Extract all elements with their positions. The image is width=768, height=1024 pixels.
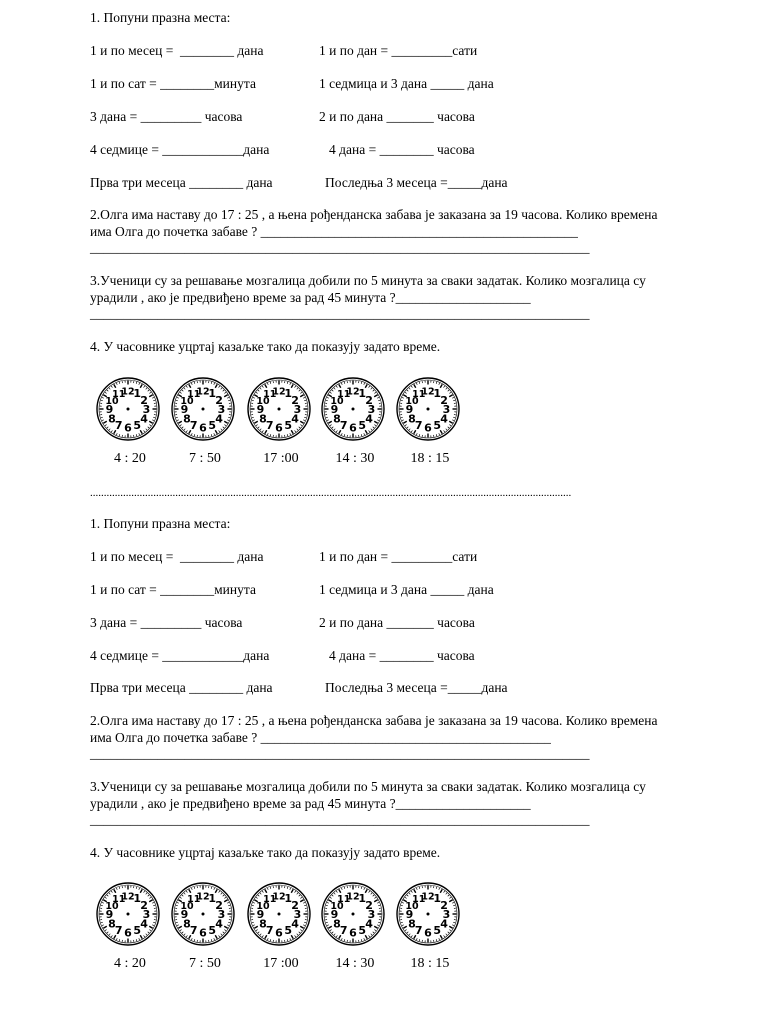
task2-line2: има Олга до почетка забаве ? _______________________________________________ xyxy=(90,224,578,239)
clock-time-label: 14 : 30 xyxy=(335,956,375,971)
task1-row5-left: Прва три месеца ________ дана xyxy=(90,175,273,190)
clock-numeral: 1 xyxy=(133,891,142,905)
clock-numeral: 10 xyxy=(180,395,194,407)
clock-numeral: 10 xyxy=(105,395,119,407)
clock-numeral: 10 xyxy=(256,900,270,912)
clock-numeral: 2 xyxy=(140,898,148,912)
clock-time-label: 4 : 20 xyxy=(114,451,146,466)
clock-numeral: 12 xyxy=(121,386,135,398)
task2-answer-line: __________________________________________________________________________ xyxy=(90,240,590,255)
task2-line1: 2.Олга има наставу до 17 : 25 , а њена рођенданска забава је заказана за 19 часова. Колико времена xyxy=(90,207,658,222)
clock-time-label: 7 : 50 xyxy=(189,451,221,466)
clock-numeral: 12 xyxy=(272,386,286,398)
clock-numeral: 2 xyxy=(215,393,223,407)
clock-numeral: 1 xyxy=(433,891,442,905)
clock-face xyxy=(319,878,387,950)
clock-numeral: 9 xyxy=(256,403,265,416)
clock-numeral: 6 xyxy=(275,421,283,435)
clock-numeral: 5 xyxy=(208,924,217,938)
task4-heading: 4. У часовнике уцртај казаљке тако да показују задато време. xyxy=(90,339,441,354)
clock-time-label: 17 :00 xyxy=(263,451,299,466)
clock-numeral: 4 xyxy=(365,917,373,931)
clock-numeral: 6 xyxy=(424,421,432,435)
clock-numeral: 7 xyxy=(114,419,123,433)
clock-numeral: 1 xyxy=(284,891,293,905)
task1-row3-left: 3 дана = _________ часова xyxy=(90,109,243,124)
clock-numeral: 4 xyxy=(365,412,373,426)
task3-line1: 3.Ученици су за решавање мозгалица добили по 5 минута за сваки задатак. Колико мозгалица су xyxy=(90,779,646,794)
clock-numeral: 3 xyxy=(293,908,302,921)
task1-row4-left: 4 седмице = ____________дана xyxy=(90,142,270,157)
clock-numeral: 1 xyxy=(284,386,293,400)
clock-numeral: 6 xyxy=(124,926,132,940)
clock-numeral: 3 xyxy=(217,908,226,921)
task1-row5-right: Последња 3 месеца =_____дана xyxy=(325,680,508,695)
clock-numeral: 12 xyxy=(272,891,286,903)
clock-numeral: 8 xyxy=(408,917,416,931)
task1-row2-right: 1 седмица и 3 дана _____ дана xyxy=(319,76,494,91)
task1-row1-right: 1 и по дан = _________сати xyxy=(319,43,478,58)
clock-numeral: 3 xyxy=(367,403,376,416)
clock-row xyxy=(94,373,474,447)
clock-numeral: 6 xyxy=(424,926,432,940)
clock-numeral: 9 xyxy=(330,908,339,921)
clock-numeral: 3 xyxy=(442,908,451,921)
clock-numeral: 11 xyxy=(337,388,351,400)
clock-numeral: 9 xyxy=(405,403,414,416)
clock-numeral: 6 xyxy=(124,421,132,435)
clock-numeral: 12 xyxy=(421,386,435,398)
clock-numeral: 5 xyxy=(284,419,293,433)
clock-numeral: 10 xyxy=(405,395,419,407)
task1-heading: 1. Попуни празна места: xyxy=(90,10,231,25)
clock-numeral: 1 xyxy=(208,891,217,905)
clock-numeral: 11 xyxy=(263,893,277,905)
clock-numeral: 5 xyxy=(358,419,367,433)
clock-numeral: 4 xyxy=(215,412,223,426)
clock-numeral: 2 xyxy=(365,393,373,407)
clock-time-label: 18 : 15 xyxy=(410,451,450,466)
clock-face xyxy=(319,373,387,445)
clock-numeral: 11 xyxy=(112,893,126,905)
clock-face xyxy=(394,878,462,950)
clock-numeral: 11 xyxy=(412,388,426,400)
clock-numeral: 5 xyxy=(133,924,142,938)
task1-row5-right: Последња 3 месеца =_____дана xyxy=(325,175,508,190)
clock-numeral: 4 xyxy=(291,412,299,426)
clock-numeral: 10 xyxy=(330,395,344,407)
clock-numeral: 9 xyxy=(256,908,265,921)
task3-line1: 3.Ученици су за решавање мозгалица добили по 5 минута за сваки задатак. Колико мозгалица су xyxy=(90,273,646,288)
clock-numeral: 12 xyxy=(196,891,210,903)
clock-numeral: 2 xyxy=(365,898,373,912)
clock-numeral: 4 xyxy=(440,917,448,931)
clock-face xyxy=(169,878,237,950)
clock-numeral: 11 xyxy=(337,893,351,905)
clock-numeral: 3 xyxy=(217,403,226,416)
clock-numeral: 5 xyxy=(284,924,293,938)
clock-numeral: 11 xyxy=(412,893,426,905)
task2-answer-line: __________________________________________________________________________ xyxy=(90,746,590,761)
task2-line1: 2.Олга има наставу до 17 : 25 , а њена рођенданска забава је заказана за 19 часова. Колико времена xyxy=(90,713,658,728)
clock-numeral: 8 xyxy=(108,412,116,426)
clock-numeral: 1 xyxy=(433,386,442,400)
clock-numeral: 7 xyxy=(414,419,423,433)
clock-numeral: 8 xyxy=(333,412,341,426)
clock-face xyxy=(94,878,162,950)
clock-numeral: 7 xyxy=(339,924,348,938)
clock-numeral: 3 xyxy=(142,403,151,416)
clock-numeral: 12 xyxy=(346,891,360,903)
clock-numeral: 5 xyxy=(433,924,442,938)
clock-numeral: 7 xyxy=(189,924,198,938)
task1-row1-right: 1 и по дан = _________сати xyxy=(319,549,478,564)
clock-time-label: 14 : 30 xyxy=(335,451,375,466)
clock-numeral: 8 xyxy=(183,917,191,931)
task1-row3-right: 2 и по дана _______ часова xyxy=(319,615,475,630)
clock-numeral: 10 xyxy=(330,900,344,912)
clock-numeral: 8 xyxy=(259,917,267,931)
clock-face xyxy=(169,373,237,445)
clock-numeral: 12 xyxy=(196,386,210,398)
clock-numeral: 8 xyxy=(259,412,267,426)
clock-numeral: 7 xyxy=(265,419,274,433)
task1-row3-right: 2 и по дана _______ часова xyxy=(319,109,475,124)
clock-numeral: 2 xyxy=(291,898,299,912)
clock-face xyxy=(245,878,313,950)
clock-numeral: 6 xyxy=(349,926,357,940)
clock-numeral: 11 xyxy=(187,388,201,400)
clock-face xyxy=(245,373,313,445)
cut-separator: ............................................................................................................................................................................... xyxy=(90,487,572,499)
clock-numeral: 2 xyxy=(215,898,223,912)
clock-numeral: 1 xyxy=(358,891,367,905)
task1-row5-left: Прва три месеца ________ дана xyxy=(90,680,273,695)
task2-line2: има Олга до почетка забаве ? ___________________________________________ xyxy=(90,730,551,745)
clock-numeral: 6 xyxy=(275,926,283,940)
clock-numeral: 11 xyxy=(263,388,277,400)
clock-time-label: 4 : 20 xyxy=(114,956,146,971)
clock-numeral: 5 xyxy=(358,924,367,938)
task3-line2: урадили , ако је предвиђено време за рад 45 минута ?____________________ xyxy=(90,796,531,811)
clock-numeral: 8 xyxy=(408,412,416,426)
clock-numeral: 8 xyxy=(108,917,116,931)
task3-answer-line: __________________________________________________________________________ xyxy=(90,812,590,827)
clock-numeral: 4 xyxy=(291,917,299,931)
clock-numeral: 9 xyxy=(180,908,189,921)
clock-numeral: 10 xyxy=(405,900,419,912)
clock-numeral: 12 xyxy=(121,891,135,903)
clock-numeral: 4 xyxy=(140,917,148,931)
clock-numeral: 6 xyxy=(199,926,207,940)
task1-row4-right: 4 дана = ________ часова xyxy=(329,142,475,157)
clock-face xyxy=(394,373,462,445)
clock-numeral: 4 xyxy=(440,412,448,426)
task1-row1-left: 1 и по месец = ________ дана xyxy=(90,43,264,58)
task1-row4-right: 4 дана = ________ часова xyxy=(329,648,475,663)
clock-time-label: 17 :00 xyxy=(263,956,299,971)
clock-numeral: 3 xyxy=(142,908,151,921)
clock-numeral: 6 xyxy=(199,421,207,435)
task1-heading: 1. Попуни празна места: xyxy=(90,516,231,531)
clock-numeral: 10 xyxy=(180,900,194,912)
clock-numeral: 8 xyxy=(183,412,191,426)
clock-numeral: 2 xyxy=(140,393,148,407)
clock-numeral: 5 xyxy=(433,419,442,433)
clock-numeral: 9 xyxy=(405,908,414,921)
clock-numeral: 1 xyxy=(133,386,142,400)
task1-row2-left: 1 и по сат = ________минута xyxy=(90,76,256,91)
clock-numeral: 2 xyxy=(440,898,448,912)
clock-numeral: 1 xyxy=(358,386,367,400)
clock-numeral: 5 xyxy=(133,419,142,433)
clock-numeral: 2 xyxy=(291,393,299,407)
clock-numeral: 7 xyxy=(339,419,348,433)
task1-row2-left: 1 и по сат = ________минута xyxy=(90,582,256,597)
clock-numeral: 2 xyxy=(440,393,448,407)
clock-numeral: 10 xyxy=(105,900,119,912)
clock-numeral: 4 xyxy=(140,412,148,426)
clock-time-label: 7 : 50 xyxy=(189,956,221,971)
task4-heading: 4. У часовнике уцртај казаљке тако да показују задато време. xyxy=(90,845,441,860)
clock-numeral: 9 xyxy=(180,403,189,416)
task1-row3-left: 3 дана = _________ часова xyxy=(90,615,243,630)
clock-numeral: 5 xyxy=(208,419,217,433)
clock-numeral: 7 xyxy=(114,924,123,938)
clock-numeral: 9 xyxy=(105,908,114,921)
clock-numeral: 8 xyxy=(333,917,341,931)
clock-numeral: 9 xyxy=(330,403,339,416)
clock-numeral: 7 xyxy=(414,924,423,938)
clock-numeral: 3 xyxy=(442,403,451,416)
clock-numeral: 4 xyxy=(215,917,223,931)
clock-numeral: 12 xyxy=(421,891,435,903)
clock-row xyxy=(94,878,474,952)
clock-numeral: 1 xyxy=(208,386,217,400)
clock-numeral: 11 xyxy=(187,893,201,905)
task3-line2: урадили , ако је предвиђено време за рад 45 минута ?____________________ xyxy=(90,290,531,305)
clock-numeral: 10 xyxy=(256,395,270,407)
clock-numeral: 7 xyxy=(189,419,198,433)
clock-numeral: 9 xyxy=(105,403,114,416)
task1-row1-left: 1 и по месец = ________ дана xyxy=(90,549,264,564)
task1-row4-left: 4 седмице = ____________дана xyxy=(90,648,270,663)
clock-face xyxy=(94,373,162,445)
clock-numeral: 11 xyxy=(112,388,126,400)
clock-numeral: 7 xyxy=(265,924,274,938)
clock-numeral: 12 xyxy=(346,386,360,398)
clock-time-label: 18 : 15 xyxy=(410,956,450,971)
task3-answer-line: __________________________________________________________________________ xyxy=(90,306,590,321)
clock-numeral: 6 xyxy=(349,421,357,435)
task1-row2-right: 1 седмица и 3 дана _____ дана xyxy=(319,582,494,597)
clock-numeral: 3 xyxy=(293,403,302,416)
clock-numeral: 3 xyxy=(367,908,376,921)
